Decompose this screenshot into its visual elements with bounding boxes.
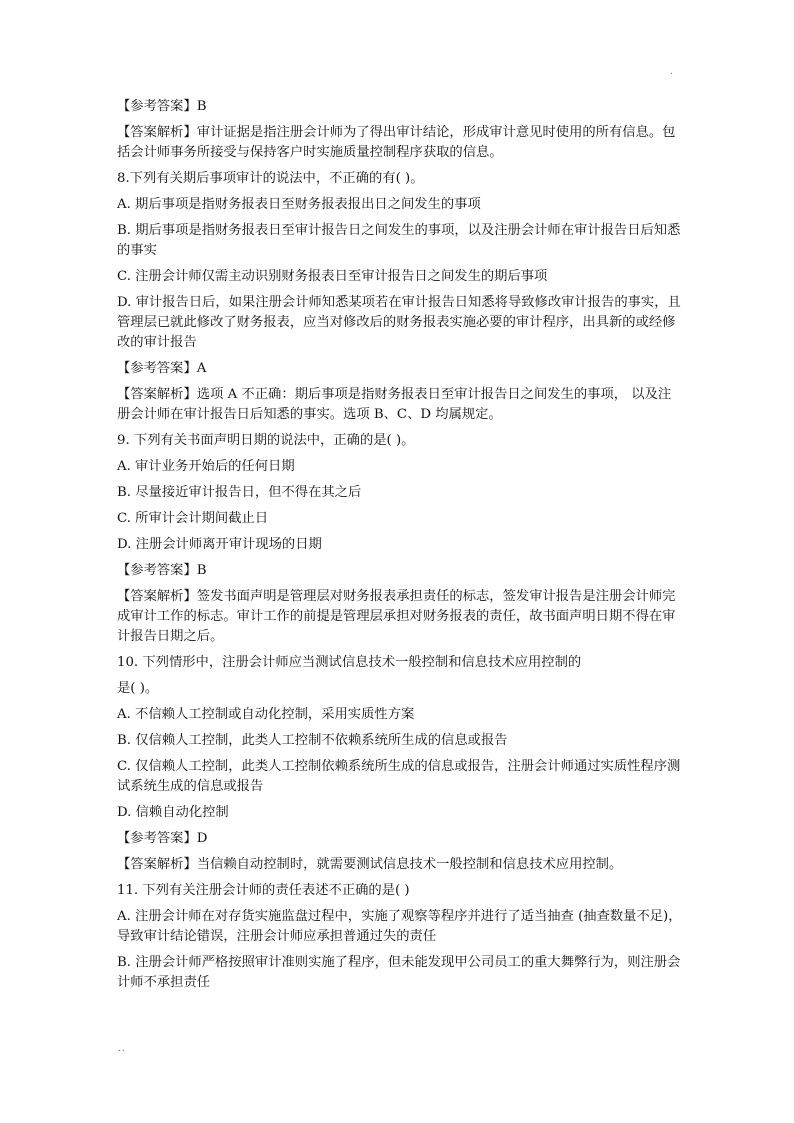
question-11-option-b: B. 注册会计师严格按照审计准则实施了程序，但未能发现甲公司员工的重大舞弊行为，则注册会计师不承担责任 [117,955,681,990]
question-9-option-d: D. 注册会计师离开审计现场的日期 [117,537,322,552]
answer-explanation: 【答案解析】选项 A 不正确：期后事项是指财务报表日至审计报告日之间发生的事项， 以及注册会计师在审计报告日后知悉的事实。选项 B、C、D 均属规定。 [117,387,672,422]
question-10-continued: 是( )。 [117,681,159,696]
question-11: 11. 下列有关注册会计师的责任表述不正确的是( ) [117,883,410,898]
question-10-option-a: A. 不信赖人工控制或自动化控制，采用实质性方案 [117,707,415,722]
question-11-option-a: A. 注册会计师在对存货实施监盘过程中，实施了观察等程序并进行了适当抽查 (抽查数量不足)，导致审计结论错误，注册会计师应承担普通过失的责任 [117,909,682,944]
reference-answer: 【参考答案】B [117,99,207,114]
corner-mark-top-right: . [670,67,673,77]
question-10-option-d: D. 信赖自动化控制 [117,805,229,820]
question-8-option-d: D. 审计报告日后，如果注册会计师知悉某项若在审计报告日知悉将导致修改审计报告的事实，且管理层已就此修改了财务报表，应当对修改后的财务报表实施必要的审计程序，出具新的或经修改的审计报告 [117,295,681,350]
answer-explanation: 【答案解析】签发书面声明是管理层对财务报表承担责任的标志，签发审计报告是注册会计师完成审计工作的标志。审计工作的前提是管理层承担对财务报表的责任，故书面声明日期不得在审计报告日期之后。 [117,589,676,644]
question-9-option-b: B. 尽量接近审计报告日，但不得在其之后 [117,485,362,500]
answer-explanation: 【答案解析】审计证据是指注册会计师为了得出审计结论，形成审计意见时使用的所有信息。包括会计师事务所接受与保持客户时实施质量控制程序获取的信息。 [117,125,676,160]
reference-answer: 【参考答案】A [117,361,207,376]
reference-answer: 【参考答案】B [117,563,207,578]
question-8-option-b: B. 期后事项是指财务报表日至审计报告日之间发生的事项，以及注册会计师在审计报告日后知悉的事实 [117,223,681,258]
question-10-option-b: B. 仅信赖人工控制，此类人工控制不依赖系统所生成的信息或报告 [117,733,508,748]
question-9-option-a: A. 审计业务开始后的任何日期 [117,459,295,474]
question-8-option-c: C. 注册会计师仅需主动识别财务报表日至审计报告日之间发生的期后事项 [117,269,548,284]
question-9: 9. 下列有关书面声明日期的说法中，正确的是( )。 [117,433,415,448]
question-8: 8.下列有关期后事项审计的说法中，不正确的有( )。 [117,171,424,186]
document-body [117,97,683,999]
corner-mark-bottom-left: .. [118,1044,126,1054]
question-10-option-c: C. 仅信赖人工控制，此类人工控制依赖系统所生成的信息或报告，注册会计师通过实质性程序测试系统生成的信息或报告 [117,759,681,794]
question-8-option-a: A. 期后事项是指财务报表日至财务报表报出日之间发生的事项 [117,197,481,212]
question-10: 10. 下列情形中，注册会计师应当测试信息技术一般控制和信息技术应用控制的 [117,655,582,670]
answer-explanation: 【答案解析】当信赖自动控制时，就需要测试信息技术一般控制和信息技术应用控制。 [117,857,623,872]
question-9-option-c: C. 所审计会计期间截止日 [117,511,269,526]
reference-answer: 【参考答案】D [117,831,208,846]
